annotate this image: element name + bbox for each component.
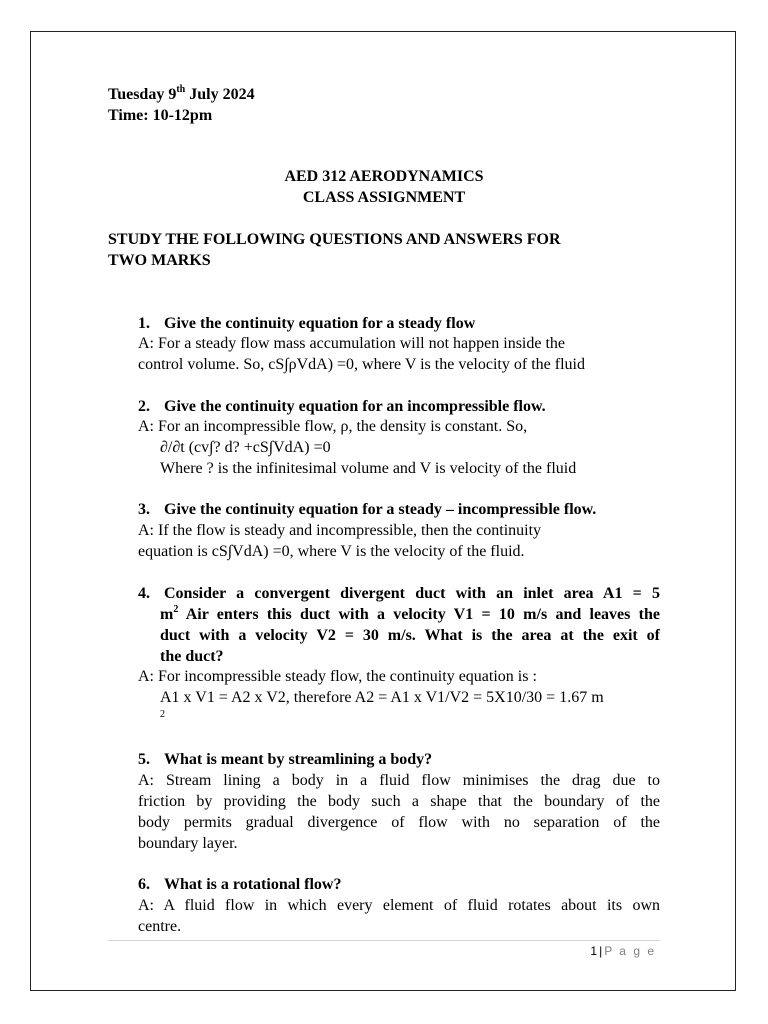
question-4-line-1: 4. Consider a convergent divergent duct with an inlet area A1 = 5 bbox=[138, 585, 660, 602]
question-3: 3. Give the continuity equation for a steady – incompressible flow. bbox=[138, 501, 597, 518]
answer-6-line-2: centre. bbox=[138, 918, 182, 935]
answer-5-line-3: body permits gradual divergence of flow with no separation of the bbox=[138, 814, 660, 831]
question-2: 2. Give the continuity equation for an incompressible flow. bbox=[138, 398, 546, 415]
answer-3-line-2: equation is cS∫VdA) =0, where V is the velocity of the fluid. bbox=[138, 543, 525, 560]
answer-5-line-2: friction by providing the body such a shape that the boundary of the bbox=[138, 793, 660, 810]
answer-2-line-1: A: For an incompressible flow, ρ, the density is constant. So, bbox=[138, 418, 528, 435]
question-5: 5. What is meant by streamlining a body? bbox=[138, 751, 433, 768]
answer-5-line-1: A: Stream lining a body in a fluid flow minimises the drag due to bbox=[138, 772, 660, 789]
answer-4-line-1: A: For incompressible steady flow, the continuity equation is : bbox=[138, 668, 537, 685]
date-line: Tuesday 9th July 2024 bbox=[108, 84, 255, 103]
question-4-line-4: the duct? bbox=[160, 648, 224, 665]
footer-divider bbox=[108, 940, 660, 941]
instruction-line-2: TWO MARKS bbox=[108, 252, 211, 269]
answer-5-line-4: boundary layer. bbox=[138, 835, 238, 852]
page-footer bbox=[590, 944, 656, 958]
time-line: Time: 10-12pm bbox=[108, 107, 213, 124]
answer-1-line-2: control volume. So, cS∫ρVdA) =0, where V is the velocity of the fluid bbox=[138, 356, 585, 373]
answer-2-line-2: ∂/∂t (cv∫? d? +cS∫VdA) =0 bbox=[160, 439, 331, 456]
page-number: 1 bbox=[590, 944, 598, 958]
footer-separator: | bbox=[599, 944, 603, 958]
answer-1-line-1: A: For a steady flow mass accumulation will not happen inside the bbox=[138, 335, 566, 352]
answer-4-superscript: 2 bbox=[160, 709, 165, 720]
answer-2-line-3: Where ? is the infinitesimal volume and V is velocity of the fluid bbox=[160, 460, 577, 477]
question-4-line-3: duct with a velocity V2 = 30 m/s. What is the area at the exit of bbox=[160, 627, 660, 644]
answer-4-line-2: A1 x V1 = A2 x V2, therefore A2 = A1 x V1/V2 = 5X10/30 = 1.67 m bbox=[160, 689, 604, 706]
answer-3-line-1: A: If the flow is steady and incompressible, then the continuity bbox=[138, 522, 542, 539]
page-label: P a g e bbox=[604, 944, 656, 958]
question-6: 6. What is a rotational flow? bbox=[138, 876, 342, 893]
answer-6-line-1: A: A fluid flow in which every element of fluid rotates about its own bbox=[138, 897, 660, 914]
instruction-line-1: STUDY THE FOLLOWING QUESTIONS AND ANSWERS FOR bbox=[108, 231, 561, 248]
question-1: 1. Give the continuity equation for a steady flow bbox=[138, 315, 476, 332]
assignment-title: CLASS ASSIGNMENT bbox=[302, 189, 466, 206]
course-title: AED 312 AERODYNAMICS bbox=[284, 168, 484, 185]
question-4-line-2: $m^2$ Air enters this duct with a velocity V1 = 10 m/s and leaves the bbox=[160, 604, 660, 623]
